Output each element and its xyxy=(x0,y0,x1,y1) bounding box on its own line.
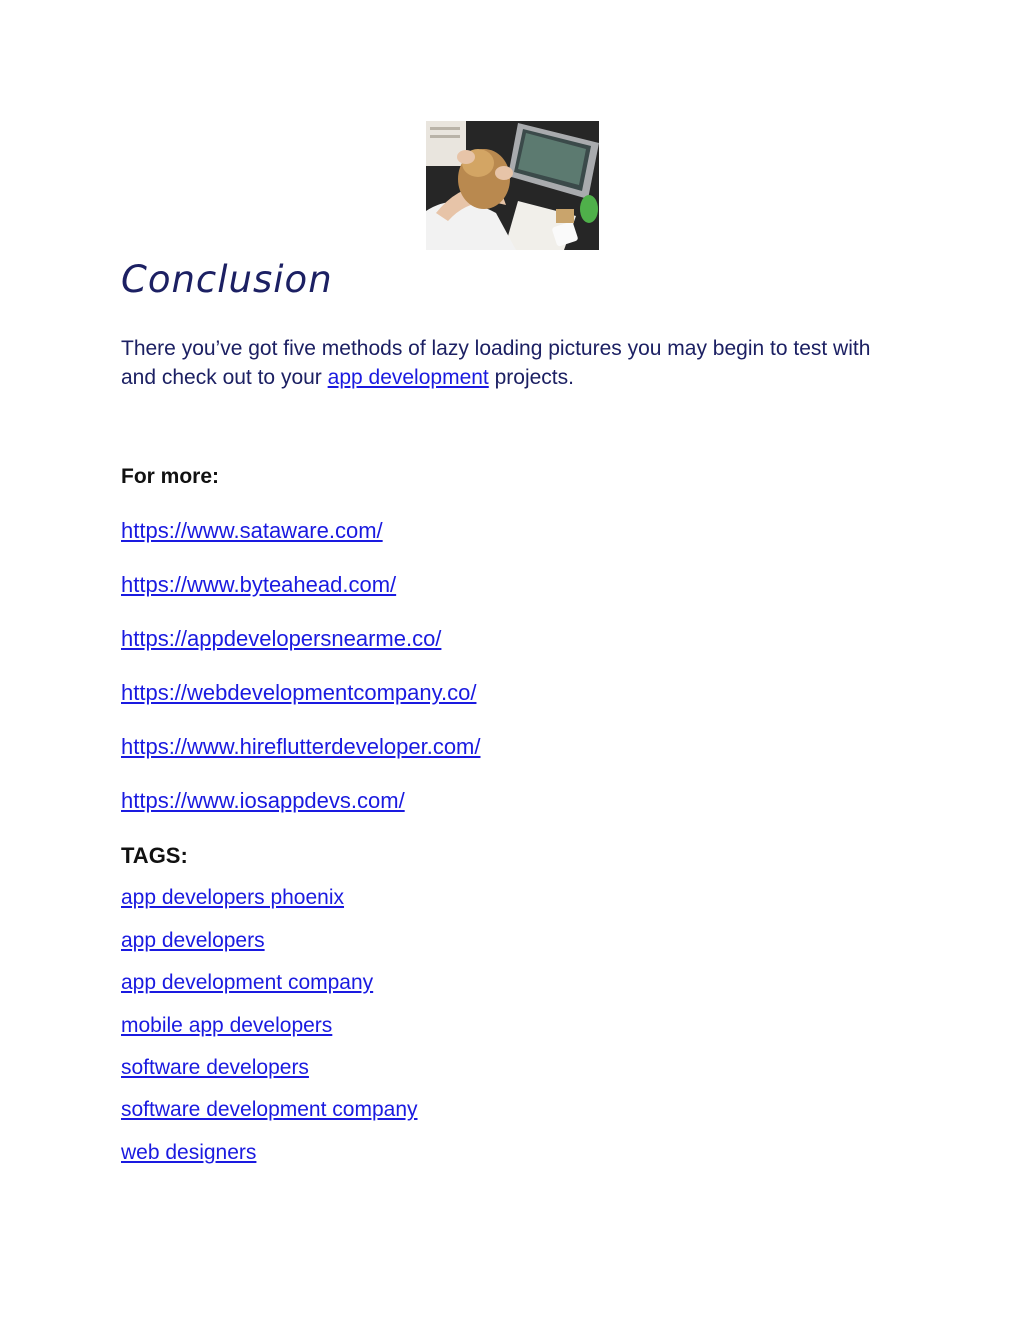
hireflutterdeveloper-link[interactable]: https://www.hireflutterdeveloper.com/ xyxy=(121,734,481,759)
conclusion-text-after: projects. xyxy=(488,365,574,389)
tags-label: TAGS: xyxy=(121,843,188,868)
tag-app-development-company[interactable]: app development company xyxy=(121,971,374,994)
conclusion-paragraph xyxy=(121,335,901,392)
tag-software-developers[interactable]: software developers xyxy=(121,1056,309,1079)
tag-web-designers[interactable]: web designers xyxy=(121,1141,257,1164)
for-more-label: For more: xyxy=(121,465,220,488)
tag-mobile-app-developers[interactable]: mobile app developers xyxy=(121,1014,333,1037)
webdevelopmentcompany-link[interactable]: https://webdevelopmentcompany.co/ xyxy=(121,680,477,705)
sataware-link[interactable]: https://www.sataware.com/ xyxy=(121,518,383,543)
tag-app-developers[interactable]: app developers xyxy=(121,929,265,952)
conclusion-text-before: There you’ve got five methods of lazy loading pictures you may begin to test with and check out to your xyxy=(121,337,871,389)
appdevelopersnearme-link[interactable]: https://appdevelopersnearme.co/ xyxy=(121,626,442,651)
conclusion-heading: Conclusion xyxy=(121,258,333,301)
photo-illustration xyxy=(426,121,599,250)
app-development-link[interactable]: app development xyxy=(327,365,489,389)
byteahead-link[interactable]: https://www.byteahead.com/ xyxy=(121,572,397,597)
tag-app-developers-phoenix[interactable]: app developers phoenix xyxy=(121,886,345,909)
iosappdevs-link[interactable]: https://www.iosappdevs.com/ xyxy=(121,788,405,813)
tag-software-development-company[interactable]: software development company xyxy=(121,1098,418,1121)
article-photo xyxy=(426,121,599,250)
